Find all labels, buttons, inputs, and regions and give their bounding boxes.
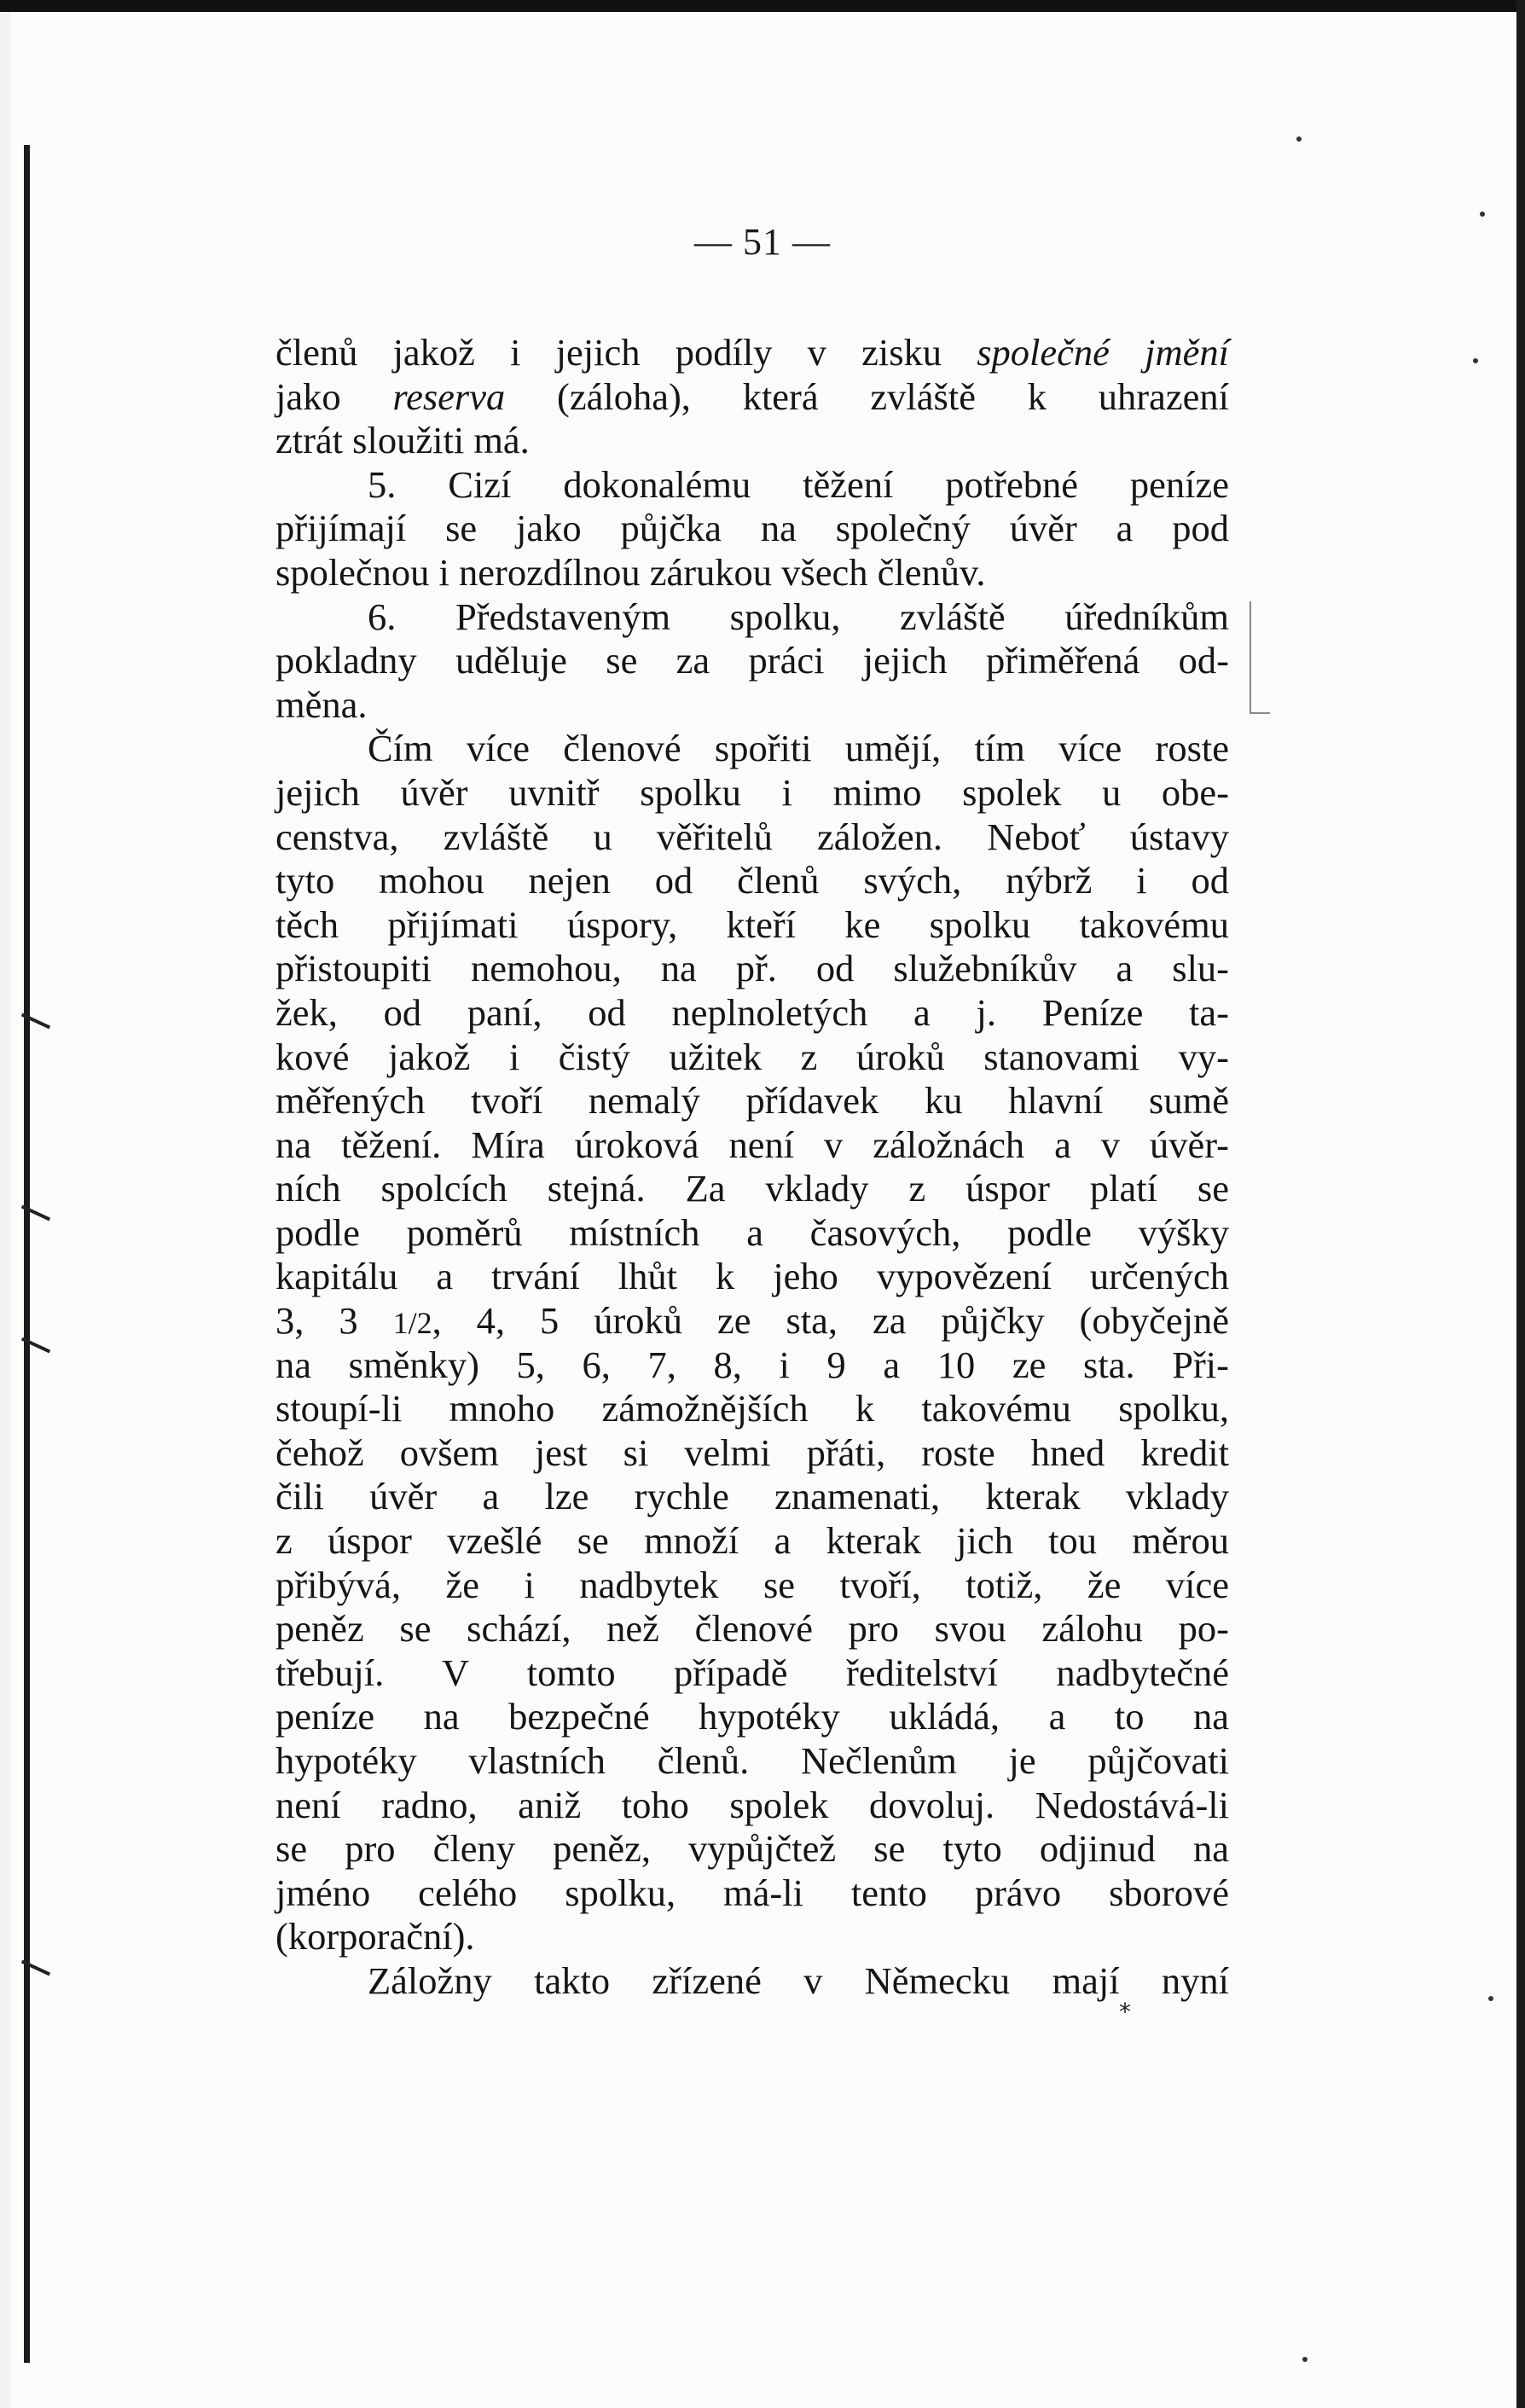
fraction: 1/2 [392,1306,432,1341]
text-line [275,375,1229,420]
binding-edge [24,145,30,2363]
scan-speck [1302,2357,1308,2362]
body-text [275,331,1229,2004]
text-segment: kové jakož i čistý užitek z úroků stanovami vy- [275,1035,1229,1078]
text-line [275,1387,1229,1431]
text-segment: pokladny uděluje se za práci jejich přiměřená od- [275,639,1229,682]
text-segment: ních spolcích stejná. Za vklady z úspor platí se [275,1167,1229,1210]
scan-speck [1480,212,1485,217]
text-line [275,1123,1229,1168]
text-line [275,859,1229,903]
text-segment: těch přijímati úspory, kteří ke spolku takovému [275,902,1229,946]
text-line [275,683,1229,728]
margin-pencil-mark [1250,601,1270,714]
text-segment: censtva, zvláště u věřitelů záložen. Neboť ústavy [275,815,1229,858]
text-segment: (záloha), která zvláště k uhrazení [505,374,1229,418]
text-line [275,1651,1229,1696]
text-segment: ztrát sloužiti má. [275,419,530,462]
text-segment: peněz se schází, než členové pro svou zálohu po- [275,1607,1229,1651]
text-segment: společnou i nerozdílnou zárukou všech členův. [275,550,986,594]
text-line [275,463,1229,508]
text-line [275,1915,1229,1959]
text-line [275,771,1229,815]
text-segment: kapitálu a trvání lhůt k jeho vypovězení určených [275,1255,1229,1298]
text-line [275,1827,1229,1871]
text-segment: měna. [275,682,368,726]
italic-term: společné jmění [977,331,1229,374]
text-line [275,815,1229,860]
text-line [275,1564,1229,1608]
text-line [275,1255,1229,1299]
footnote-mark: * [1119,1998,1131,2026]
text-segment: čili úvěr a lze rychle znamenati, kterak vklady [275,1475,1229,1518]
text-line [275,595,1229,640]
text-line [275,903,1229,948]
text-segment: třebují. V tomto případě ředitelství nadbytečné [275,1651,1229,1694]
scan-speck [1473,358,1478,363]
text-line [275,947,1229,991]
text-line [275,1431,1229,1476]
text-line [275,727,1229,771]
text-line [275,639,1229,683]
text-segment: 5. Cizí dokonalému těžení potřebné peníze [368,462,1229,506]
text-line [275,331,1229,375]
scan-speck [1488,1996,1493,2001]
text-segment: čehož ovšem jest si velmi přáti, roste hned kredit [275,1430,1229,1474]
text-line [275,1784,1229,1828]
scan-right-border [1516,0,1525,2408]
text-segment: není radno, aniž toho spolek dovoluj. Nedostává-li [275,1783,1229,1826]
text-line [275,1299,1229,1343]
text-line [275,419,1229,463]
text-line [275,551,1229,595]
text-line [275,1475,1229,1519]
text-line [275,1079,1229,1123]
text-segment: se pro členy peněz, vypůjčtež se tyto odjinud na [275,1827,1229,1871]
text-line [275,1739,1229,1784]
text-line [275,1519,1229,1564]
text-segment: na směnky) 5, 6, 7, 8, i 9 a 10 ze sta. Při- [275,1343,1229,1386]
text-segment: tyto mohou nejen od členů svých, nýbrž i od [275,859,1229,902]
text-segment: podle poměrů místních a časových, podle výšky [275,1210,1229,1254]
text-line [275,1695,1229,1739]
text-segment: Čím více členové spořiti umějí, tím více roste [368,727,1229,770]
italic-term: reserva [392,374,506,418]
text-segment: z úspor vzešlé se množí a kterak jich tou měrou [275,1519,1229,1563]
text-line [275,991,1229,1036]
text-segment: přijímají se jako půjčka na společný úvěr a pod [275,507,1229,550]
text-segment: hypotéky vlastních členů. Nečlenům je půjčovati [275,1739,1229,1782]
text-segment: žek, od paní, od neplnoletých a j. Peníze ta- [275,990,1229,1034]
text-segment: stoupí-li mnoho zámožnějších k takovému spolku, [275,1387,1229,1430]
text-segment: Záložny takto zřízené v Německu mají nyní [368,1958,1229,2002]
text-line [275,1036,1229,1080]
text-segment: jméno celého spolku, má-li tento právo sborové [275,1871,1229,1914]
text-line [275,1607,1229,1651]
text-segment: členů jakož i jejich podíly v zisku [275,331,977,374]
text-segment: přibývá, že i nadbytek se tvoří, totiž, že více [275,1563,1229,1606]
text-segment: přistoupiti nemohou, na př. od služebníkův a slu- [275,947,1229,990]
text-line [275,1167,1229,1211]
text-segment: , 4, 5 úroků ze sta, za půjčky (obyčejně [432,1299,1229,1343]
text-line [275,1211,1229,1256]
text-segment: na těžení. Míra úroková není v záložnách a v úvěr- [275,1123,1229,1166]
page-number: — 51 — [694,221,831,263]
text-segment: jejich úvěr uvnitř spolku i mimo spolek u obe- [275,770,1229,814]
text-segment: měřených tvoří nemalý přídavek ku hlavní sumě [275,1079,1229,1123]
page-left-margin [0,0,10,2408]
text-line [275,507,1229,551]
text-segment: 3, 3 [275,1299,393,1343]
text-line [275,1871,1229,1916]
scan-top-border [0,0,1525,12]
text-segment: (korporační). [275,1915,475,1958]
text-line [275,1343,1229,1388]
text-line [275,1959,1229,2004]
text-segment: 6. Představeným spolku, zvláště úředníkům [368,595,1229,638]
text-segment: jako [275,374,393,418]
scan-speck [1296,136,1302,142]
text-segment: peníze na bezpečné hypotéky ukládá, a to na [275,1695,1229,1738]
